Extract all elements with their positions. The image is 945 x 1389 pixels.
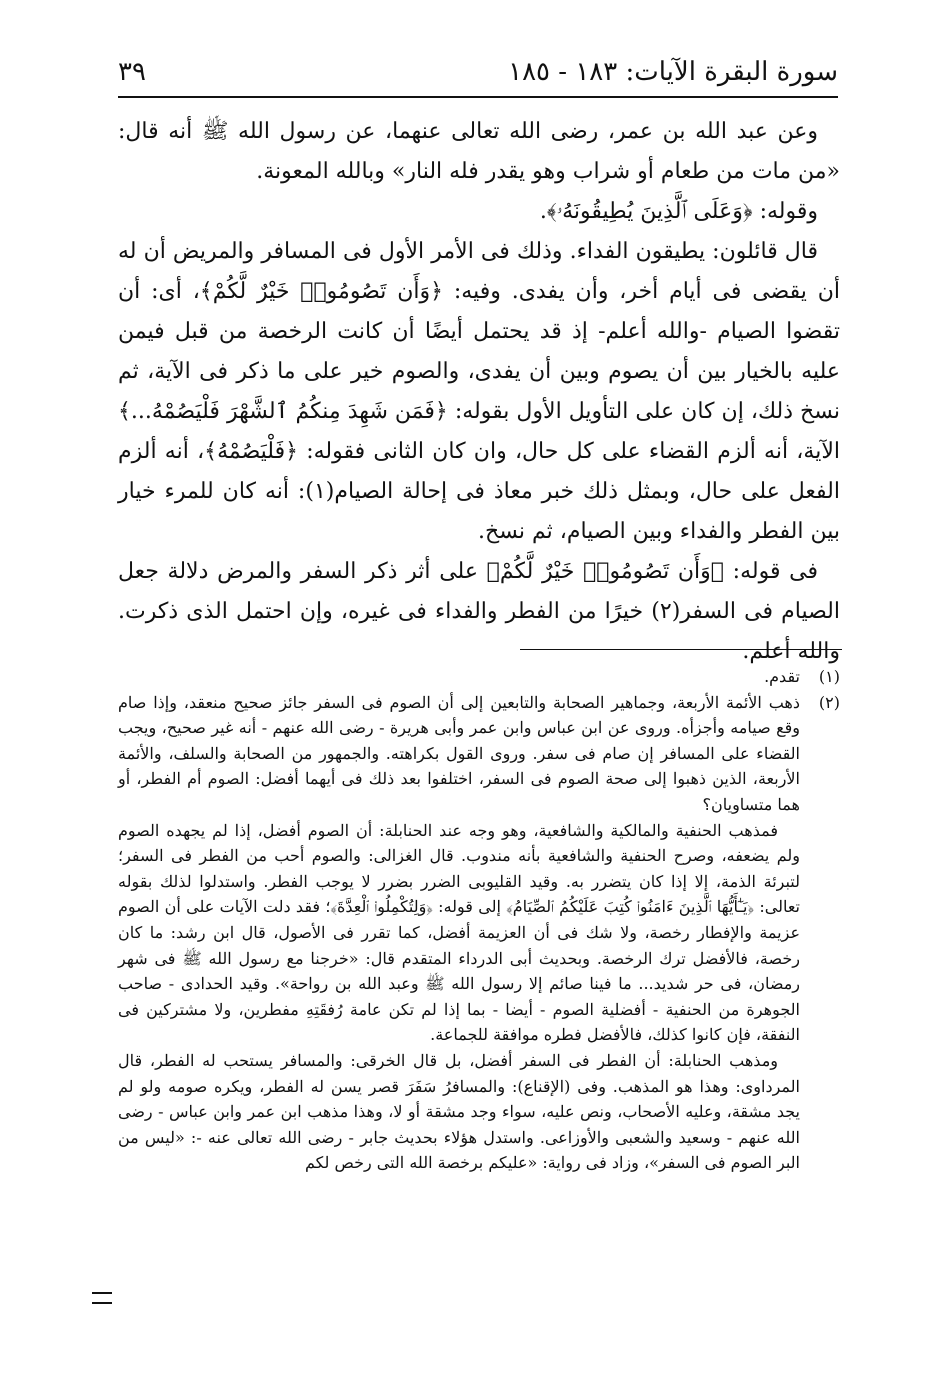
footnote-2 [118,690,840,818]
running-title: سورة البقرة الآيات: ١٨٣ - ١٨٥ [508,57,838,87]
main-text [118,112,840,672]
footnotes [118,664,840,1176]
body-paragraph: وقوله: ﴿وَعَلَى ٱلَّذِينَ يُطِيقُونَهُۥ﴾. [539,199,818,224]
footnote-paragraph: ومذهب الحنابلة: أن الفطر فى السفر أفضل، بل قال الخرقى: والمسافر يستحب له الفطر، قال المرداوى: وهذا هو المذهب. وفى (الإقناع): والمسافرُ سَفَرَ قصر يسن له الفطر، ويكره صومه ولو لم يجد مشقة، وعليه الأصحاب، ونص عليه، سواء وجد مشقة أو لا، وهذا مذهب ابن عمر وابن عباس - رضى الله عنهم - وسعيد والشعبى والأوزاعى. واستدل هؤلاء بحديث جابر - رضى الله تعالى عنه -: «ليس من البر الصوم فى السفر»، وزاد فى رواية: «عليكم برخصة الله التى رخص لكم [118,1050,801,1173]
page-number: ٣٩ [118,57,146,87]
footnote-text: ذهب الأئمة الأربعة، وجماهير الصحابة والتابعين إلى أن الصوم فى السفر جائز صحيح منعقد، وإذا صام وقع صيامه وأجزأه. وروى عن ابن عباس وابن عمر وأبى هريرة - رضى الله عنهم - أنه غير صحيح، ويجب القضاء على المسافر إن صام فى سفر. وروى القول بكراهته. والجمهور من الصحابة والسلف، والأئمة الأربعة، الذين ذهبوا إلى صحة الصوم فى السفر، اختلفوا بعد ذلك فى أيهما أفضل: الصوم أم الفطر، أو هما متساويان؟ [118,692,801,814]
footnote-number: (١) [818,667,840,686]
footnote-text: تقدم. [764,667,800,686]
footnote-separator [520,649,842,650]
body-paragraph: فى قوله: ﴿وَأَن تَصُومُوا۟ خَيْرٌ لَّكُمْ﴾ على أثر ذكر السفر والمرض دلالة جعل الصيام فى السفر(٢) خيرًا من الفطر والفداء فى غيره، وإن احتمل الذى ذكرت. والله أعلم. [118,559,840,664]
continuation-mark [92,1292,112,1304]
header-rule [118,96,838,98]
footnote-number: (٢) [818,692,840,712]
footnote-1 [118,664,840,690]
body-paragraph: وعن عبد الله بن عمر، رضى الله تعالى عنهما، عن رسول الله ﷺ أنه قال: «من مات من طعام أو شراب وهو يقدر فله النار» وبالله المعونة. [118,119,840,184]
page-header [118,52,838,92]
body-paragraph: قال قائلون: يطيقون الفداء. وذلك فى الأمر الأول فى المسافر والمريض أن له أن يقضى فى أيام أخر، وأن يفدى. وفيه: ﴿وَأَن تَصُومُوا۟ خَيْرٌ لَّكُمْ﴾، أى: أن تقضوا الصيام -والله أعلم- إذ قد يحتمل أيضًا أن كانت الرخصة من قبل فيمن عليه بالخيار بين أن يصوم وبين أن يفدى، والصوم خير على ما ذكر فى الآية، ثم نسخ ذلك، إن كان على التأويل الأول بقوله: ﴿فَمَن شَهِدَ مِنكُمُ ٱلشَّهْرَ فَلْيَصُمْهُ...﴾ الآية، أنه ألزم القضاء على كل حال، وان كان الثانى فقوله: ﴿فَلْيَصُمْهُ﴾، أنه ألزم الفعل على حال، وبمثل ذلك خبر معاذ فى إحالة الصيام(١): أنه كان للمرء خيار بين الفطر والفداء وبين الصيام، ثم نسخ. [118,239,840,544]
footnote-paragraph: فمذهب الحنفية والمالكية والشافعية، وهو وجه عند الحنابلة: أن الصوم أفضل، إذا لم يجهده الصوم ولم يضعفه، وصرح الحنفية والشافعية بأنه مندوب. قال الغزالى: والصوم أحب من الفطر فى السفر؛ لتبرئة الذمة، إلا إذا كان يتضرر به. وقيد القليوبى الضرر بضرر لا يوجب الفطر. واستدلوا لذلك بقوله تعالى: ﴿يَـٰٓأَيُّهَا ٱلَّذِينَ ءَامَنُوا۟ كُتِبَ عَلَيْكُمُ ٱلصِّيَامُ﴾ إلى قوله: ﴿وَلِتُكْمِلُوا۟ ٱلْعِدَّةَ﴾؛ فقد دلت الآيات على أن الصوم عزيمة والإفطار رخصة، ولا شك فى أن العزيمة أفضل، كما تقرر فى الأصول، قال ابن رشد: ما كان رخصة، فالأفضل ترك الرخصة. وبحديث أبى الدرداء المتقدم قال: «خرجنا مع رسول الله ﷺ فى شهر رمضان، فى حر شديد... ما فينا صائم إلا رسول الله ﷺ وعبد الله بن رواحة». وقيد الحدادى - صاحب الجوهرة من الحنفية - أفضلية الصوم - أيضا - بما إذا لم تكن عامة رُفقَتِهِ مفطرين، ولا مشتركين فى النفقة، فإن كانوا كذلك، فالأفضل فطره موافقة للجماعة. [118,820,801,1045]
